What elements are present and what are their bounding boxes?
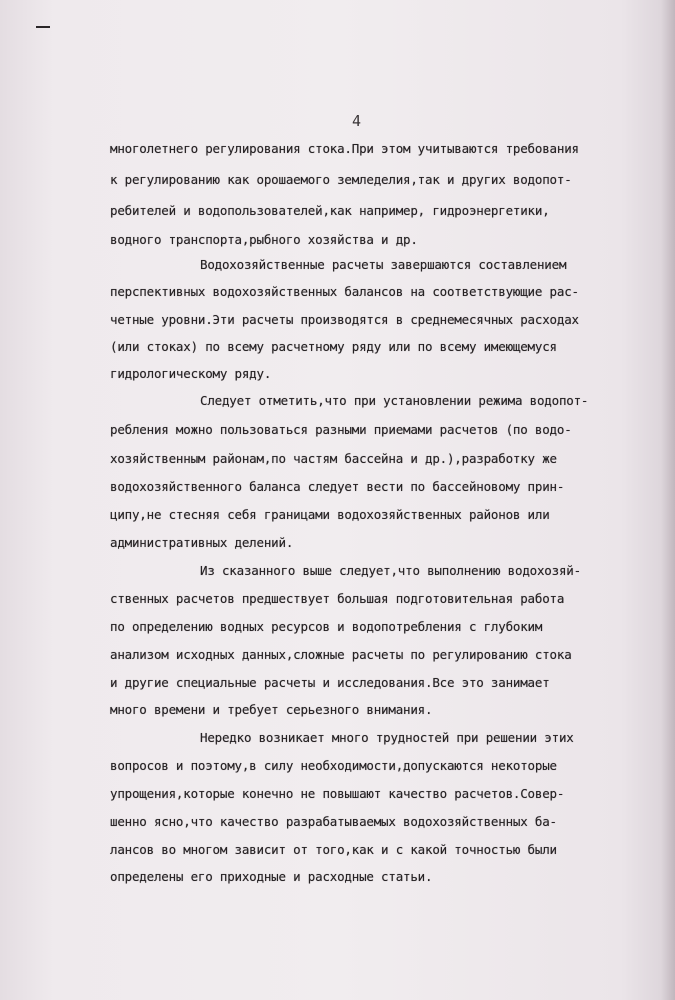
text-line: (или стоках) по всему расчетному ряду или по всему имеющемуся <box>110 339 557 354</box>
text-line: административных делений. <box>110 535 294 550</box>
text-line: гидрологическому ряду. <box>110 366 272 381</box>
text-line: водохозяйственного баланса следует вести по бассейновому прин- <box>110 479 565 494</box>
text-line: и другие специальные расчеты и исследования.Все это занимает <box>110 675 550 690</box>
text-line: ребления можно пользоваться разными приемами расчетов (по водо- <box>110 422 572 437</box>
page-edge-shadow <box>661 0 675 1000</box>
text-line: вопросов и поэтому,в силу необходимости,допускаются некоторые <box>110 758 557 773</box>
text-line: упрощения,которые конечно не повышают качество расчетов.Совер- <box>110 786 565 801</box>
text-line: ципу,не стесняя себя границами водохозяйственных районов или <box>110 507 550 522</box>
text-line: ребителей и водопользователей,как например, гидроэнергетики, <box>110 203 550 218</box>
text-line: определены его приходные и расходные статьи. <box>110 869 433 884</box>
text-line: анализом исходных данных,сложные расчеты по регулированию стока <box>110 647 572 662</box>
text-line: Из сказанного выше следует,что выполнению водохозяй- <box>200 563 581 578</box>
text-line: хозяйственным районам,по частям бассейна и др.),разработку же <box>110 451 557 466</box>
text-line: Нередко возникает много трудностей при решении этих <box>200 730 574 745</box>
text-line: Водохозяйственные расчеты завершаются составлением <box>200 257 567 272</box>
text-line: к регулированию как орошаемого земледелия,так и других водопот- <box>110 172 572 187</box>
text-line: много времени и требует серьезного внимания. <box>110 702 433 717</box>
text-line: по определению водных ресурсов и водопотребления с глубоким <box>110 619 543 634</box>
text-line: водного транспорта,рыбного хозяйства и др. <box>110 232 418 247</box>
text-line: перспективных водохозяйственных балансов на соответствующие рас- <box>110 284 579 299</box>
corner-dash-mark <box>36 26 50 28</box>
text-line: многолетнего регулирования стока.При этом учитываются требования <box>110 141 579 156</box>
text-line: Следует отметить,что при установлении режима водопот- <box>200 393 589 408</box>
page-number: 4 <box>352 112 362 130</box>
text-line: ственных расчетов предшествует большая подготовительная работа <box>110 591 565 606</box>
text-line: шенно ясно,что качество разрабатываемых водохозяйственных ба- <box>110 814 557 829</box>
text-line: лансов во многом зависит от того,как и с какой точностью были <box>110 842 557 857</box>
text-line: четные уровни.Эти расчеты производятся в среднемесячных расходах <box>110 312 579 327</box>
